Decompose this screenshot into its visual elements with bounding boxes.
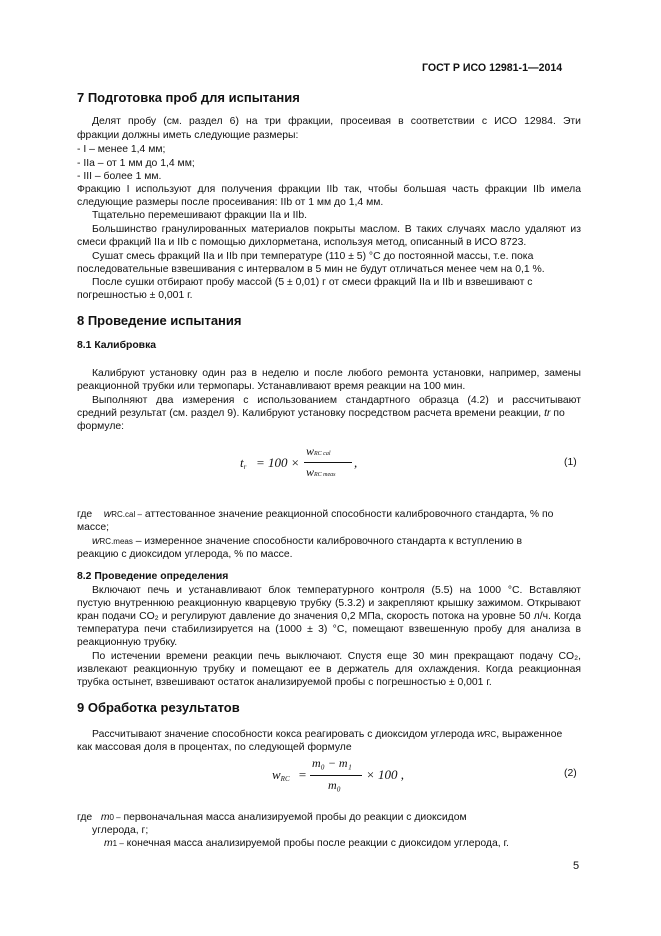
section-8-2-title: 8.2 Проведение определения bbox=[77, 571, 229, 582]
formula-2-denominator: m₀ bbox=[328, 778, 341, 792]
tr-symbol: tr bbox=[544, 408, 551, 419]
s82-line-8: трубка остынет, взвешивают остаток анализируемой пробы с погрешностью ± 0,001 г. bbox=[77, 677, 492, 688]
s82-line-1: Включают печь и устанавливают блок температурного контроля (5.5) на 1000 °C. Вставляют bbox=[92, 585, 581, 596]
where-2-line-2: углерода, г; bbox=[92, 825, 149, 836]
s81-line-3: Выполняют два измерения с использованием стандартного образца (4.2) и рассчитывают bbox=[92, 395, 581, 406]
s7-line-10: смеси фракций IIa и IIb с помощью дихлорметана, используя метод, описанный в ИСО 8723. bbox=[77, 237, 527, 248]
s7-line-12: последовательные взвешивания с интервалом в 5 мин не будут отличаться менее чем на 0,1 %. bbox=[77, 264, 545, 275]
where-1-line-3: wRC.meas – измеренное значение способности калибровочного стандарта к вступлению в bbox=[92, 536, 523, 547]
formula-2-numerator: m₀ − m₁ bbox=[312, 756, 352, 770]
s7-line-6: Фракцию I используют для получения фракции IIb так, чтобы большая часть фракции IIb имела bbox=[77, 184, 581, 195]
s82-line-5: реакционную трубку. bbox=[77, 637, 178, 648]
s9-line-1: Рассчитывают значение способности кокса реагировать с диоксидом углерода wRC, выраженное bbox=[92, 729, 563, 740]
s7-line-14: погрешностью ± 0,001 г. bbox=[77, 290, 193, 301]
s7-line-2: фракции должны иметь следующие размеры: bbox=[77, 130, 299, 141]
formula-2-tail: × 100 , bbox=[366, 767, 405, 782]
where-1-line-1: где wRC.cal – аттестованное значение реакционной способности калибровочного стандарта, % по bbox=[77, 509, 554, 520]
section-8-title: 8 Проведение испытания bbox=[77, 313, 242, 328]
section-8-1-title: 8.1 Калибровка bbox=[77, 340, 157, 351]
s7-line-9: Большинство гранулированных материалов покрыты маслом. В таких случаях масло удаляют из bbox=[92, 224, 581, 235]
formula-1-numerator: wRC cal bbox=[306, 444, 331, 458]
s7-line-8: Тщательно перемешивают фракции IIa и IIb. bbox=[92, 210, 308, 221]
po-word: по bbox=[553, 408, 565, 419]
formula-1-lhs: $t_r$ bbox=[240, 455, 247, 471]
formula-1-number: (1) bbox=[564, 457, 577, 468]
formula-2-number: (2) bbox=[564, 768, 577, 779]
s7-list-item-2: - IIa – от 1 мм до 1,4 мм; bbox=[77, 158, 195, 169]
where-2-line-3: m1 – конечная масса анализируемой пробы после реакции с диоксидом углерода, г. bbox=[104, 838, 509, 849]
formula-1-eq: = 100 × bbox=[256, 455, 300, 470]
s81-line-2: реакционной трубки или термопары. Устанавливают время реакции на 100 мин. bbox=[77, 381, 466, 392]
s7-line-1: Делят пробу (см. раздел 6) на три фракции, просеивая в соответствии с ИСО 12984. Эти bbox=[92, 116, 581, 127]
formula-2-lhs: $w_{RC}$ bbox=[272, 767, 290, 783]
formula-2 bbox=[272, 758, 422, 798]
page-number: 5 bbox=[573, 860, 580, 872]
s7-list-item-3: - III – более 1 мм. bbox=[77, 171, 162, 182]
formula-2-fraction-bar bbox=[310, 775, 362, 776]
s81-line-5: формуле: bbox=[77, 421, 125, 432]
formula-1-tail: , bbox=[354, 455, 358, 470]
s7-line-11: Сушат смесь фракций IIa и IIb при температуре (110 ± 5) °C до постоянной массы, т.е. пока bbox=[92, 251, 534, 262]
formula-2-eq: = bbox=[298, 767, 307, 782]
s82-line-2: пустую внутреннюю реакционную кварцевую трубку (5.3.2) и закрепляют крышку зажимом. Открывают bbox=[77, 598, 581, 609]
s82-line-3: кран подачи CO₂ и регулируют давление до значения 0,2 МПа, скорость потока на уровне 50 л/ч. Когда bbox=[77, 611, 581, 622]
s81-line-4-text: средний результат (см. раздел 9). Калибруют установку посредством расчета времени реакции, bbox=[77, 408, 542, 419]
section-7-title: 7 Подготовка проб для испытания bbox=[77, 90, 300, 105]
s82-line-7: извлекают реакционную трубку и помещают ее в держатель для охлаждения. Когда реакционная bbox=[77, 664, 581, 675]
standard-number: ГОСТ Р ИСО 12981-1—2014 bbox=[422, 62, 563, 74]
section-9-title: 9 Обработка результатов bbox=[77, 700, 240, 715]
s81-line-4 bbox=[77, 407, 565, 420]
formula-1 bbox=[240, 444, 400, 488]
s82-line-4: температура печи стабилизируется на (1000 ± 3) °C, помещают взвешенную пробу для анализа в bbox=[77, 624, 581, 635]
formula-1-denominator: wRC meas bbox=[306, 465, 336, 479]
s7-list-item-1: - I – менее 1,4 мм; bbox=[77, 144, 166, 155]
where-2-line-1: где m0 – первоначальная масса анализируемой пробы до реакции с диоксидом bbox=[77, 812, 467, 823]
s7-line-13: После сушки отбирают пробу массой (5 ± 0,01) г от смеси фракций IIa и IIb и взвешивают с bbox=[92, 277, 533, 288]
where-1-line-4: реакцию с диоксидом углерода, % по массе. bbox=[77, 549, 293, 560]
formula-1-fraction-bar bbox=[304, 462, 352, 463]
s9-line-2: как массовая доля в процентах, по следующей формуле bbox=[77, 742, 352, 753]
s81-line-1: Калибруют установку один раз в неделю и после любого ремонта установки, например, замены bbox=[92, 368, 581, 379]
s7-line-7: следующие размеры после просеивания: IIb от 1 мм до 1,4 мм. bbox=[77, 197, 384, 208]
s82-line-6: По истечении времени реакции печь выключают. Спустя еще 30 мин прекращают подачу CO₂, bbox=[92, 651, 581, 662]
where-1-line-2: массе; bbox=[77, 522, 109, 533]
